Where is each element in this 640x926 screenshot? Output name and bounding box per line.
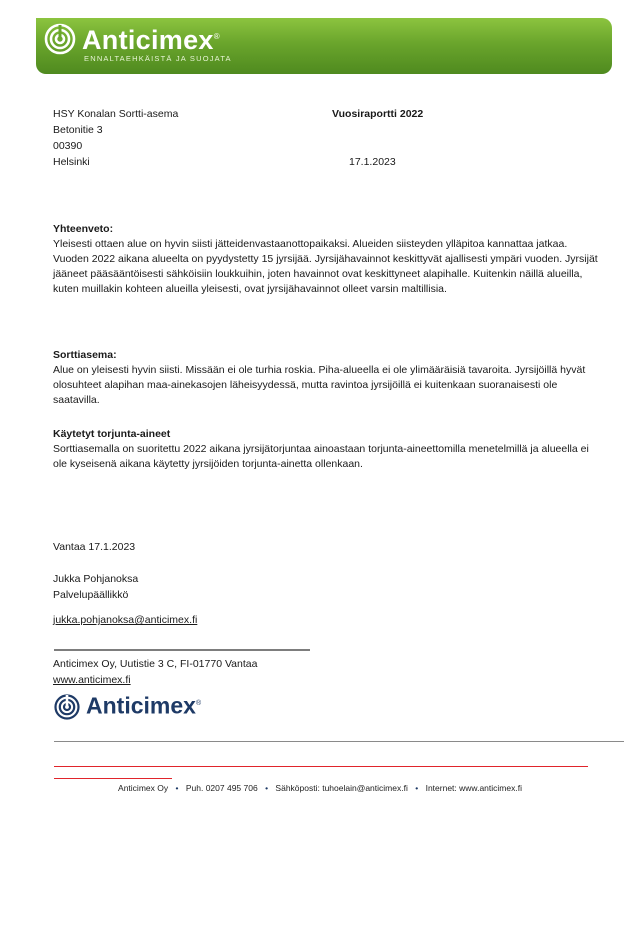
agents-paragraph: Sorttiasemalla on suoritettu 2022 aikana jyrsijätorjuntaa ainoastaan torjunta-aineettomilla menetelmillä ja alueella ei ole kyseisenä aikana käytetty jyrsijöiden torjunta-ainetta ollenkaan.: [53, 443, 589, 470]
address-line-3: 00390: [53, 140, 83, 152]
signature-name: Jukka Pohjanoksa: [53, 573, 139, 585]
company-bar-email: Sähköposti: tuhoelain@anticimex.fi: [275, 783, 408, 793]
red-rule-short: [54, 778, 172, 779]
signature-role: Palvelupäällikkö: [53, 589, 129, 601]
summary-paragraph-2: Vuoden 2022 aikana alueelta on pyydystetty 15 jyrsijää. Jyrsijähavainnot keskittyvät ajallisesti ympäri vuoden. Jyrsijät jääneet pääsääntöisesti sähköisiin loukkuihin, joten havainnot ovat keskittyneet alapihalle. Kuitenkin näillä alueilla, kuten muillakin kohteen alueilla yleisesti, ovat jyrsijähavainnot olleet varsin maltillisia.: [53, 253, 598, 295]
footer-company-address: Anticimex Oy, Uutistie 3 C, FI-01770 Vantaa: [53, 658, 258, 670]
banner-brand-name: Anticimex®: [82, 25, 220, 55]
bullet-icon: •: [415, 783, 419, 793]
report-title: Vuosiraportti 2022: [332, 108, 424, 120]
address-line-2: Betonitie 3: [53, 124, 103, 136]
summary-title: Yhteenveto:: [53, 223, 114, 235]
station-section: [53, 348, 598, 408]
page-rule: [54, 741, 624, 742]
footer-website-link[interactable]: www.anticimex.fi: [53, 674, 131, 686]
report-date: 17.1.2023: [349, 156, 396, 168]
station-paragraph: Alue on yleisesti hyvin siisti. Missään ei ole turhia roskia. Piha-alueella ei ole ylimääräisiä tavaroita. Jyrsijöillä hyvät olosuhteet alapihan maa-ainekasojen läheisyydessä, mutta ravintoa jyrsijöillä ei kuitenkaan suoranaisesti ole saatavilla.: [53, 364, 586, 406]
signature-place-date: Vantaa 17.1.2023: [53, 541, 136, 553]
bullet-icon: •: [265, 783, 269, 793]
address-line-1: HSY Konalan Sortti-asema: [53, 108, 179, 120]
address-line-4: Helsinki: [53, 156, 90, 168]
summary-section: [53, 222, 598, 297]
company-bar-internet: Internet: www.anticimex.fi: [425, 783, 522, 793]
company-bar-name: Anticimex Oy: [118, 783, 169, 793]
agents-section: [53, 427, 598, 472]
company-info-bar: [0, 782, 640, 794]
footer-brand-name: Anticimex®: [86, 692, 202, 719]
agents-title: Käytetyt torjunta-aineet: [53, 428, 171, 440]
bullet-icon: •: [175, 783, 179, 793]
company-bar-phone: Puh. 0207 495 706: [185, 783, 258, 793]
footer-divider: [54, 649, 310, 651]
banner-tagline: ENNALTAEHKÄISTÄ JA SUOJATA: [84, 54, 232, 63]
anticimex-swirl-icon: [54, 694, 80, 720]
red-rule-long: [54, 766, 588, 767]
summary-paragraph-1: Yleisesti ottaen alue on hyvin siisti jätteidenvastaanottopaikaksi. Alueiden siisteyden ylläpitoa kannattaa jatkaa.: [53, 238, 568, 250]
anticimex-swirl-icon: [44, 23, 76, 55]
station-title: Sorttiasema:: [53, 349, 117, 361]
signature-email-link[interactable]: jukka.pohjanoksa@anticimex.fi: [53, 614, 198, 626]
